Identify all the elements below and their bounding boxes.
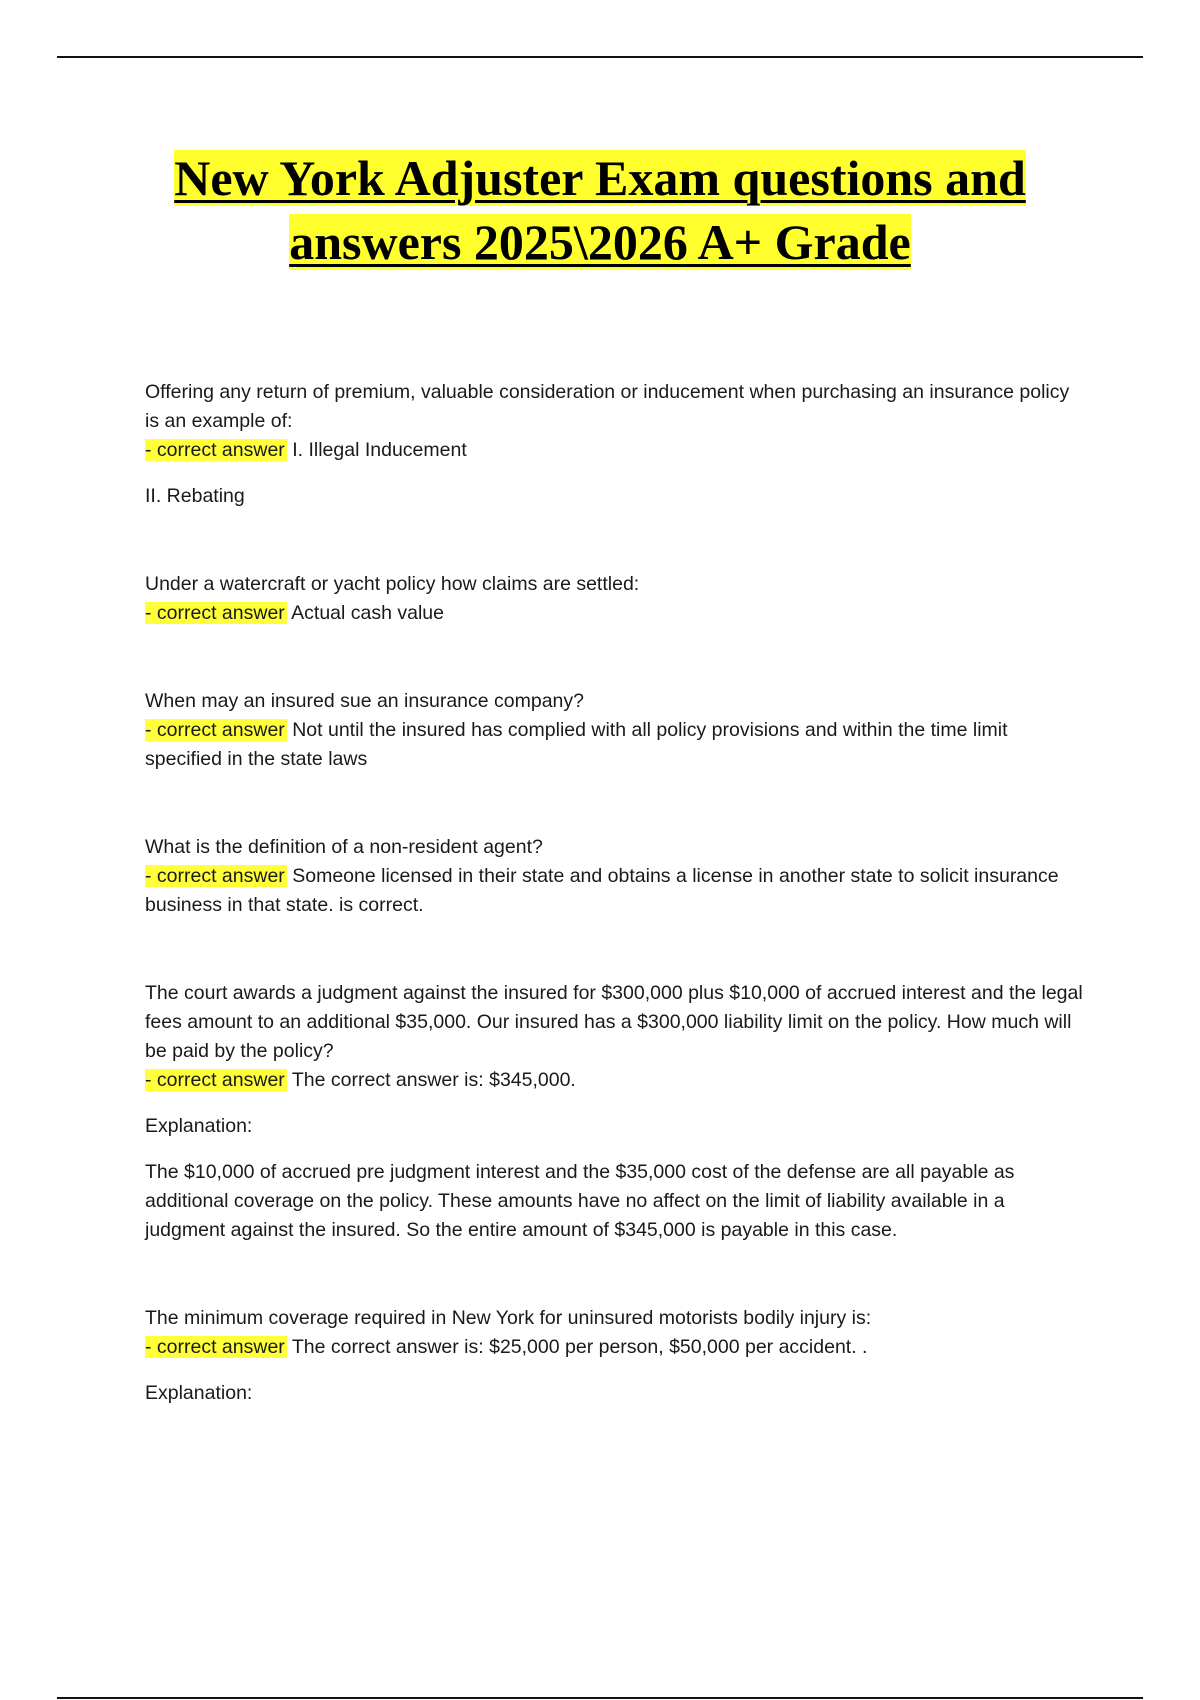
answer-text: Not until the insured has complied with all policy provisions and within the time limit specified in the state laws xyxy=(145,719,1008,770)
qa-item xyxy=(145,979,1085,1245)
question-text: The court awards a judgment against the insured for $300,000 plus $10,000 of accrued interest and the legal fees amount to an additional $35,000. Our insured has a $300,000 liability limit on the policy. How much will be paid by the policy? xyxy=(145,982,1083,1062)
answer-line xyxy=(145,1066,1085,1095)
title-line-2: answers 2025\2026 A+ Grade xyxy=(289,214,911,270)
answer-extra-text: II. Rebating xyxy=(145,485,245,507)
document-title xyxy=(0,146,1200,274)
question-text: The minimum coverage required in New York for uninsured motorists bodily injury is: xyxy=(145,1307,872,1329)
bottom-rule xyxy=(57,1697,1143,1699)
qa-item xyxy=(145,570,1085,628)
question-text: Offering any return of premium, valuable consideration or inducement when purchasing an insurance policy is an example of: xyxy=(145,381,1070,432)
correct-answer-tag: - correct answer xyxy=(145,1336,285,1358)
correct-answer-tag: - correct answer xyxy=(145,1069,285,1091)
answer-text: I. Illegal Inducement xyxy=(292,439,467,461)
top-rule xyxy=(57,56,1143,58)
answer-line xyxy=(145,862,1085,920)
title-line-1: New York Adjuster Exam questions and xyxy=(174,150,1026,206)
answer-line xyxy=(145,1333,1085,1362)
answer-line xyxy=(145,599,1085,628)
question-text: Under a watercraft or yacht policy how claims are settled: xyxy=(145,573,640,595)
answer-text: The correct answer is: $345,000. xyxy=(291,1069,576,1091)
qa-content xyxy=(145,378,1085,1408)
correct-answer-tag: - correct answer xyxy=(145,865,285,887)
answer-line xyxy=(145,716,1085,774)
answer-text: Someone licensed in their state and obtains a license in another state to solicit insurance business in that state. is correct. xyxy=(145,865,1059,916)
question-text: When may an insured sue an insurance company? xyxy=(145,690,584,712)
correct-answer-tag: - correct answer xyxy=(145,602,285,624)
correct-answer-tag: - correct answer xyxy=(145,439,285,461)
qa-item xyxy=(145,687,1085,774)
explanation-text: The $10,000 of accrued pre judgment interest and the $35,000 cost of the defense are all payable as additional coverage on the policy. These amounts have no affect on the limit of liability available in a judgment against the insured. So the entire amount of $345,000 is payable in this case. xyxy=(145,1161,1015,1241)
qa-item xyxy=(145,1304,1085,1408)
answer-text: Actual cash value xyxy=(291,602,444,624)
answer-text: The correct answer is: $25,000 per person, $50,000 per accident. . xyxy=(291,1336,868,1358)
qa-item xyxy=(145,378,1085,511)
answer-line xyxy=(145,436,1085,465)
correct-answer-tag: - correct answer xyxy=(145,719,285,741)
explanation-label: Explanation: xyxy=(145,1115,253,1137)
question-text: What is the definition of a non-resident agent? xyxy=(145,836,543,858)
explanation-label: Explanation: xyxy=(145,1382,253,1404)
qa-item xyxy=(145,833,1085,920)
